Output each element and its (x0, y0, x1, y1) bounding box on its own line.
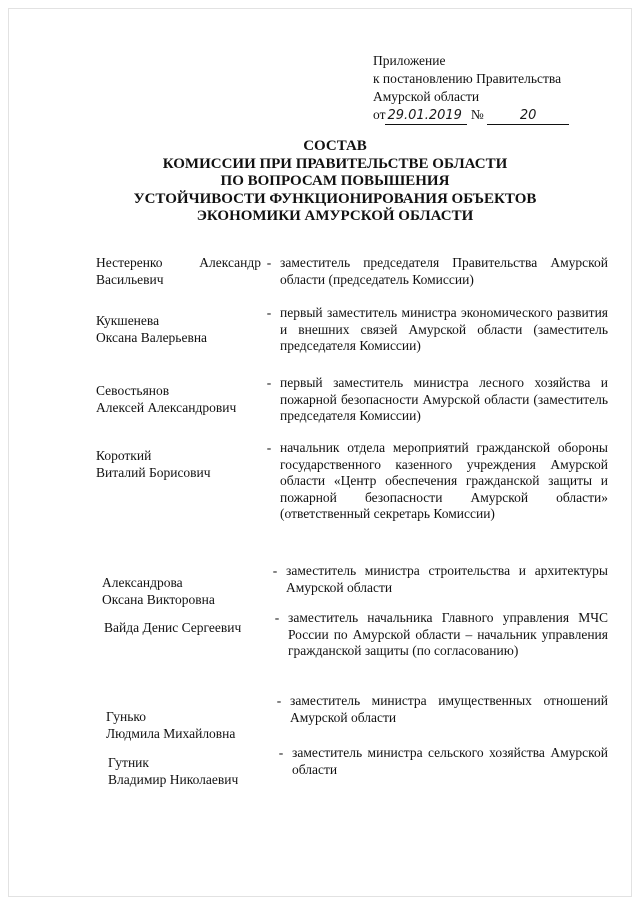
appendix-line-1: Приложение (373, 53, 446, 68)
member-position: первый заместитель министра экономического развития и внешних связей Амурской области (заместитель председателя Комиссии) (280, 305, 608, 353)
member-position: первый заместитель министра лесного хозяйства и пожарной безопасности Амурской области (заместитель председателя Комиссии) (280, 375, 608, 423)
member-name (96, 383, 261, 416)
member-name-line: Алексей Александрович (96, 399, 237, 415)
member-position: начальник отдела мероприятий гражданской обороны государственного казенного учреждения Амурской области «Центр обеспечения гражданской защиты и пожарной безопасности Амурской области» (ответственный секретарь Комиссии) (280, 440, 608, 521)
member-name-line: Оксана Викторовна (102, 591, 215, 607)
member-name (96, 448, 261, 481)
entry-dash: - (278, 745, 284, 760)
title-line-2: КОМИССИИ ПРИ ПРАВИТЕЛЬСТВЕ ОБЛАСТИ (162, 155, 508, 172)
title-line-3: ПО ВОПРОСАМ ПОВЫШЕНИЯ (220, 173, 450, 189)
member-surname-line: Кукшенева (96, 313, 160, 328)
entry-dash: - (276, 693, 282, 708)
member-name (96, 255, 261, 288)
member-position: заместитель председателя Правительства Амурской области (председатель Комиссии) (280, 255, 608, 287)
member-name-line: Оксана Валерьевна (96, 329, 208, 345)
appendix-date-line (373, 106, 613, 125)
member-name (108, 755, 273, 788)
date-prefix: от (373, 107, 386, 122)
appendix-line-3: Амурской области (373, 89, 480, 104)
member-surname-line: Короткий (96, 448, 152, 463)
title-line-1: СОСТАВ (303, 138, 367, 154)
title-line-4: УСТОЙЧИВОСТИ ФУНКЦИОНИРОВАНИЯ ОБЪЕКТОВ (133, 190, 537, 207)
appendix-block (373, 52, 613, 125)
member-position: заместитель министра имущественных отношений Амурской области (290, 693, 608, 725)
member-surname-line: Гутник (108, 755, 149, 770)
entry-dash: - (266, 305, 272, 320)
member-name (102, 575, 267, 608)
entry-dash: - (272, 563, 278, 578)
member-position: заместитель начальника Главного управления МЧС России по Амурской области – начальник управления гражданской защиты (по согласованию) (288, 610, 608, 658)
member-name (104, 620, 269, 637)
entry-dash: - (266, 255, 272, 270)
member-surname-line: Нестеренко Александр (96, 255, 261, 270)
member-name (96, 313, 261, 346)
title-line-5: ЭКОНОМИКИ АМУРСКОЙ ОБЛАСТИ (196, 208, 474, 224)
appendix-line-2: к постановлению Правительства (373, 71, 562, 86)
document-title (100, 138, 570, 226)
member-name-line: Владимир Николаевич (108, 771, 239, 787)
member-position: заместитель министра сельского хозяйства Амурской области (292, 745, 608, 777)
member-surname-line: Севостьянов (96, 383, 170, 398)
entry-dash: - (266, 375, 272, 390)
handwritten-number: 20 (487, 108, 569, 125)
entry-dash: - (266, 440, 272, 455)
member-surname-line: Александрова (102, 575, 183, 590)
entry-dash: - (274, 610, 280, 625)
member-name-line: Виталий Борисович (96, 464, 211, 480)
member-surname-line: Вайда Денис Сергеевич (104, 620, 242, 635)
member-name (106, 709, 271, 742)
handwritten-date: 29.01.2019 (385, 108, 467, 125)
member-position: заместитель министра строительства и архитектуры Амурской области (286, 563, 608, 595)
member-surname-line: Гунько (106, 709, 147, 724)
number-prefix: № (470, 107, 484, 122)
member-name-line: Людмила Михайловна (106, 725, 236, 741)
member-name-line: Васильевич (96, 271, 164, 287)
